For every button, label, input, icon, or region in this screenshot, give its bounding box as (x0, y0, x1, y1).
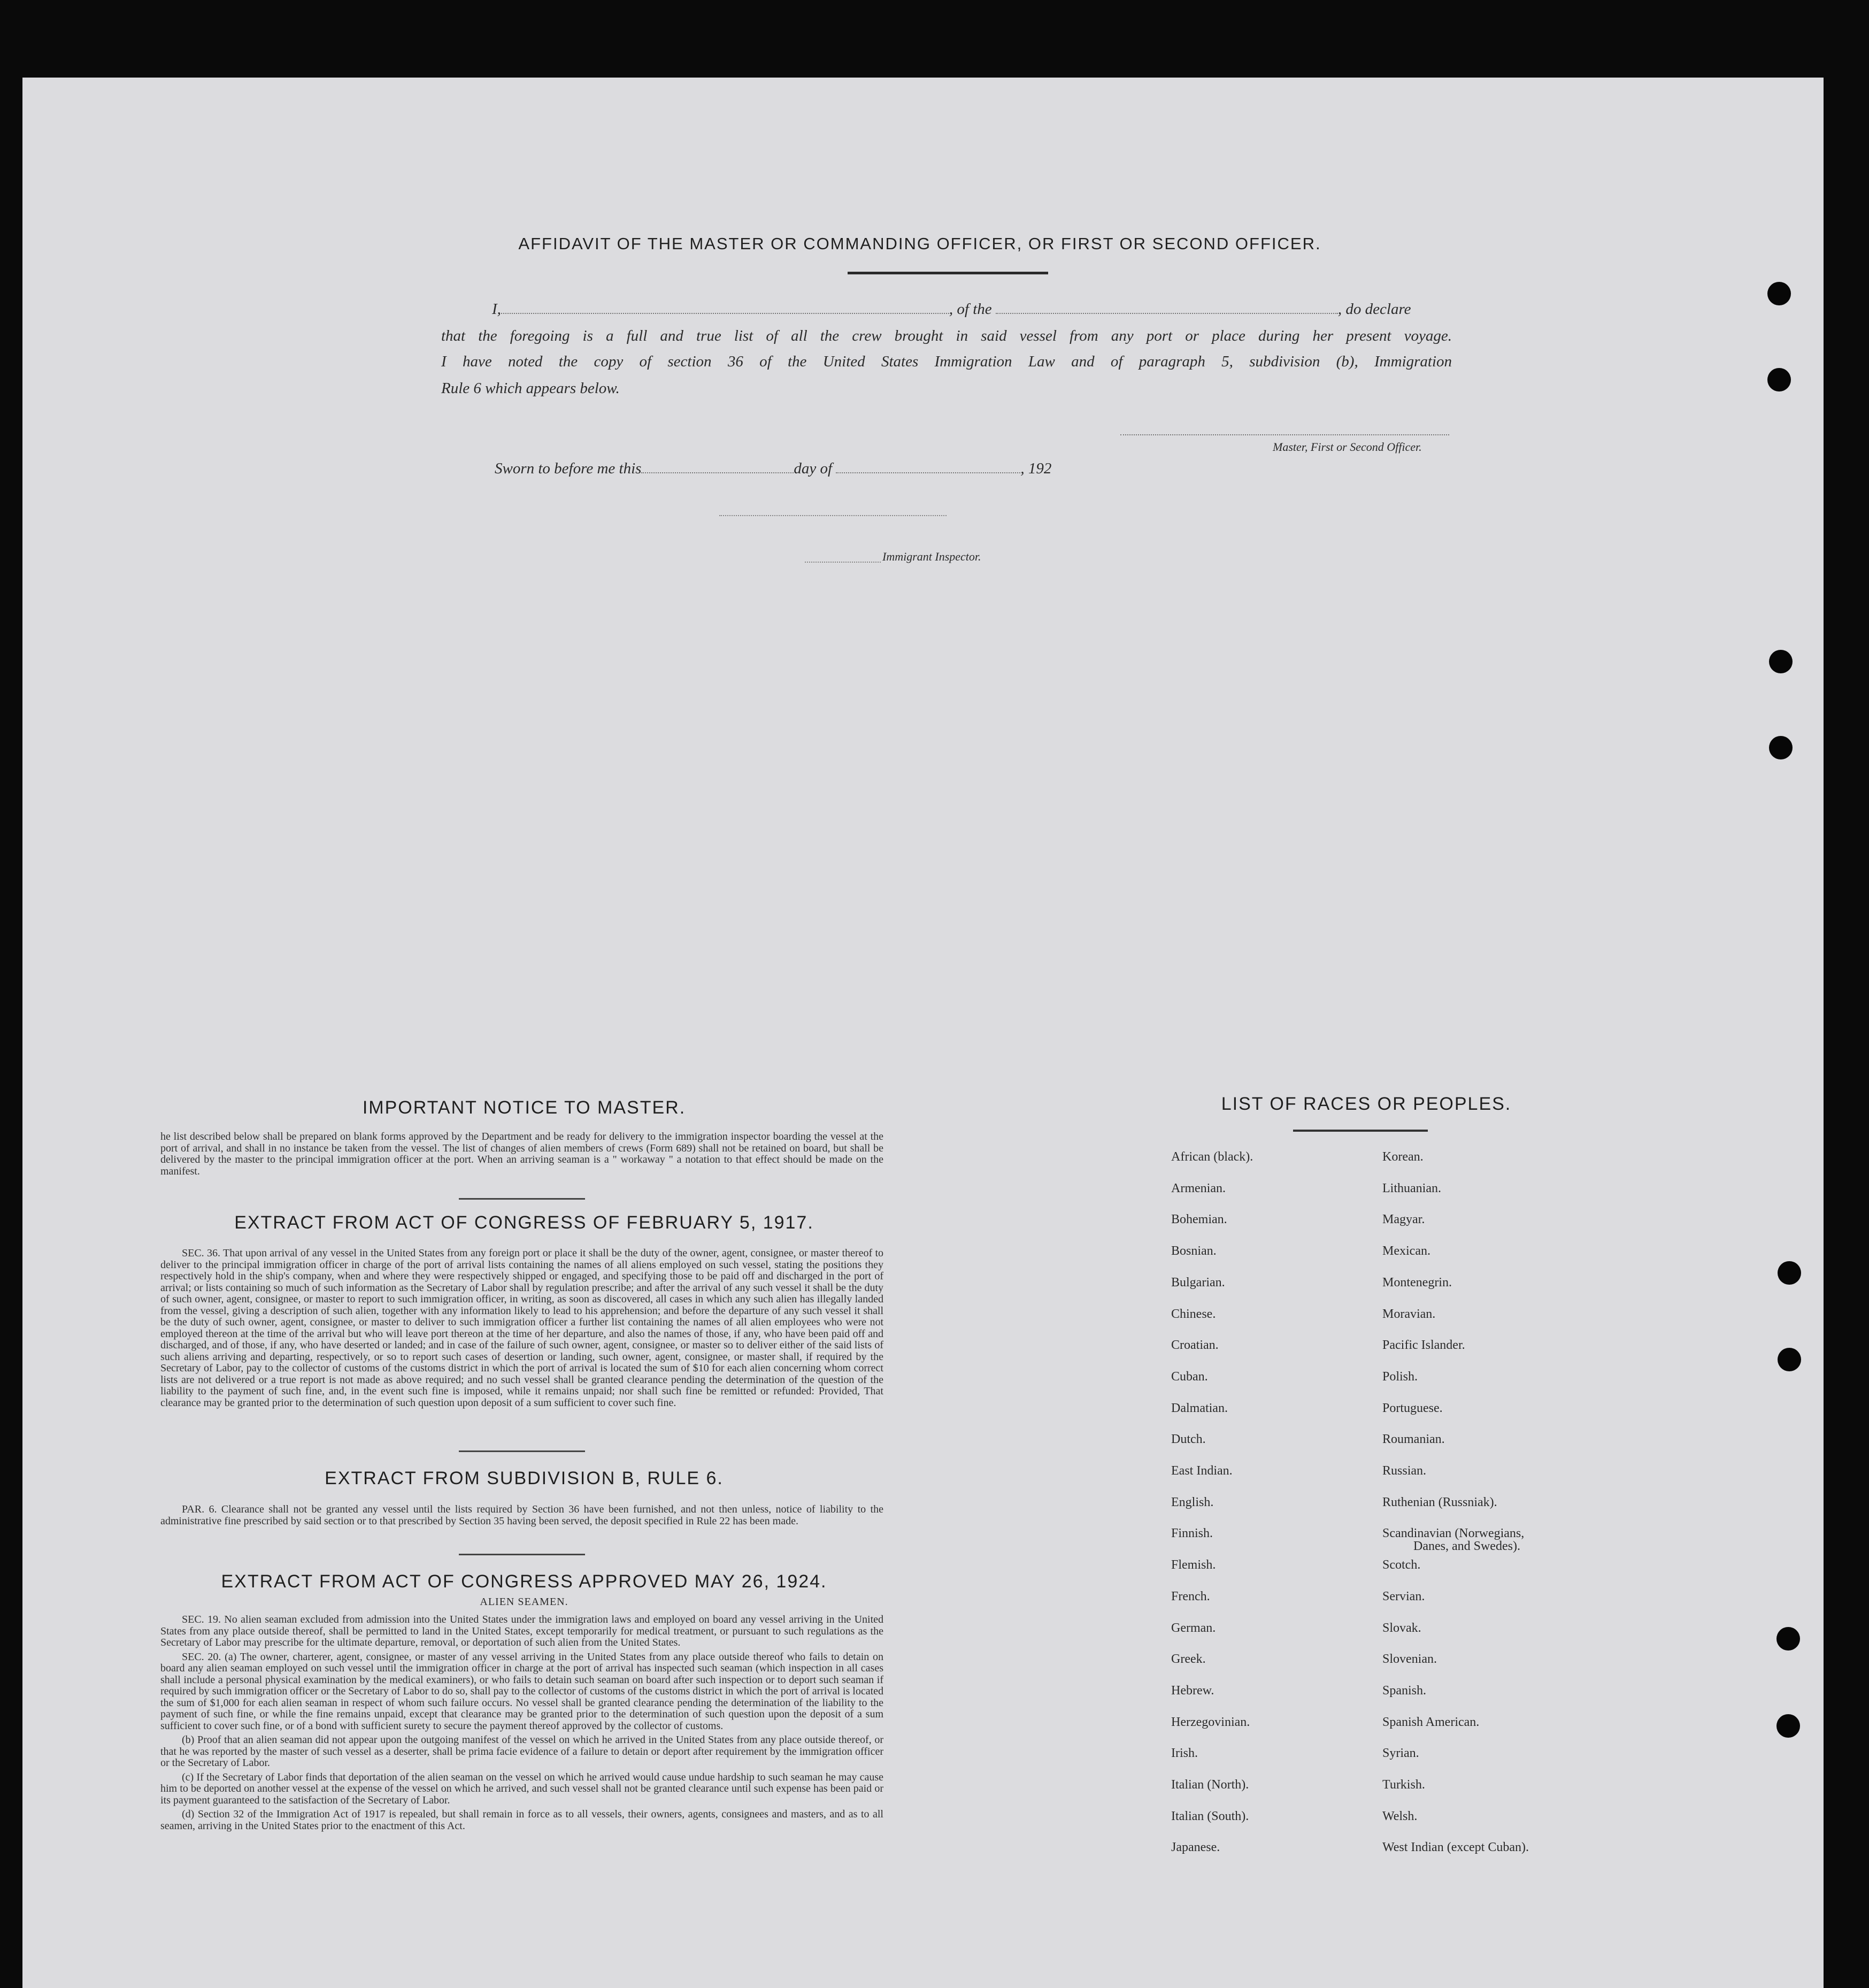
race-item: Scandinavian (Norwegians, (1382, 1526, 1525, 1541)
race-item: African (black). (1171, 1150, 1253, 1164)
sworn-day-of: day of (794, 460, 833, 477)
affidavit-line-4: Rule 6 which appears below. (441, 380, 620, 397)
sworn-line (495, 460, 1051, 478)
race-item: Polish. (1382, 1369, 1418, 1384)
extract-1917-title: EXTRACT FROM ACT OF CONGRESS OF FEBRUARY 5, 1917. (234, 1212, 814, 1233)
race-item: East Indian. (1171, 1464, 1233, 1478)
sworn-day-blank (641, 472, 794, 473)
punch-hole (1776, 1627, 1800, 1651)
title-rule (848, 272, 1048, 274)
races-title-rule (1293, 1130, 1428, 1132)
inspector-signature-line (719, 515, 947, 516)
sworn-year: , 192 (1020, 460, 1052, 477)
race-item: Magyar. (1382, 1212, 1425, 1227)
extract-1917-text (160, 1248, 883, 1409)
notice-text: he list described below shall be prepared on blank forms approved by the Department and be ready for delivery to the immigration inspector boarding the vessel at the port of arrival, and shall in no instance be taken from the vessel. The list of changes of alien members of crews (Form 689) shall not be retained on board, but shall be delivered by the master to the principal immigration officer at the port. When an arriving seaman is a " workaway " a notation to that effect should be made on the manifest. (160, 1131, 883, 1177)
race-item: English. (1171, 1495, 1214, 1509)
race-item: Armenian. (1171, 1181, 1226, 1195)
race-item: Mexican. (1382, 1244, 1430, 1258)
race-item: Flemish. (1171, 1558, 1216, 1572)
race-item: Syrian. (1382, 1746, 1419, 1761)
race-item: Servian. (1382, 1589, 1425, 1603)
section-19-text: SEC. 19. No alien seaman excluded from admission into the United States under the immigration laws and employed on board any vessel arriving in the United States from any place outside thereof, shall be permitted to land in the United States, except temporarily for medical treatment, or pursuant to such regulations as the Secretary of Labor may prescribe for the ultimate departure, removal, or deportation of such alien from the United States. (160, 1614, 883, 1648)
signature-line (1120, 434, 1449, 435)
affidavit-line-2: that the foregoing is a full and true list of all the crew brought in said vessel from any port or place during her present voyage. (441, 327, 1452, 344)
section-36-text: SEC. 36. That upon arrival of any vessel in the United States from any foreign port or place it shall be the duty of the owner, agent, consignee, or master thereof to deliver to the principal immigration officer in charge of the port of arrival lists containing the names of all aliens employed on such vessel, stating the positions they respectively hold in the ship's company, when and where they were respectively shipped or engaged, and specifying those to be paid off and discharged in the port of arrival; or lists containing so much of such information as the Secretary of Labor shall by regulation prescribe; and after the arrival of any such vessel it shall be the duty of such owner, agent, consignee, or master to report to such immigration officer, in writing, as soon as discovered, all cases in which any such alien has illegally landed from the vessel, giving a description of such alien, together with any information likely to lead to his apprehension; and before the departure of any such vessel it shall be the duty of such owner, agent, consignee, or master to deliver to such immigration officer a further list containing the names of all alien employees who were not employed thereon at the time of the arrival but who will leave port thereon at the time of her departure, and also the names of those, if any, who have been paid off and discharged, and of those, if any, who have deserted or landed; and in case of the failure of such owner, agent, consignee, or master so to deliver either of the said lists of such aliens arriving and departing, respectively, or so to report such cases of desertion or landing, such owner, agent, consignee, or master shall, if required by the Secretary of Labor, pay to the collector of customs of the customs district in which the port of arrival is located the sum of $10 for each alien concerning whom correct lists are not delivered or a true report is not made as above required; and no such vessel shall be granted clearance pending the determination of the question of the liability to the payment of such fine, and, in the event such fine is imposed, while it remains unpaid; nor shall such fine be remitted or refunded: Provided, That clearance may be granted prior to the determination of such question upon deposit of a sum sufficient to cover such fine. (160, 1247, 883, 1409)
race-item: Irish. (1171, 1746, 1198, 1761)
race-item: Welsh. (1382, 1809, 1418, 1823)
alien-seamen-subtitle: ALIEN SEAMEN. (480, 1596, 568, 1608)
race-item: Lithuanian. (1382, 1181, 1441, 1195)
signature-label: Master, First or Second Officer. (1273, 440, 1422, 454)
affidavit-of-the: , of the (949, 301, 992, 318)
sworn-prefix: Sworn to before me this (495, 460, 642, 477)
punch-hole (1776, 1714, 1800, 1738)
race-item: Spanish. (1382, 1683, 1427, 1698)
race-item: Slovenian. (1382, 1652, 1437, 1667)
races-left-column (1171, 1150, 1374, 1867)
race-item: Dalmatian. (1171, 1401, 1228, 1415)
race-item: German. (1171, 1621, 1216, 1635)
name-blank (501, 312, 949, 314)
punch-hole (1778, 1348, 1801, 1371)
section-20d-text: (d) Section 32 of the Immigration Act of 1917 is repealed, but shall remain in force as to all vessels, their owners, agents, consignees and masters, and as to all seamen, arriving in the United States prior to the enactment of this Act. (160, 1808, 883, 1832)
punch-hole (1769, 736, 1793, 759)
race-item: Portuguese. (1382, 1401, 1443, 1415)
affidavit-line-3: I have noted the copy of section 36 of the United States Immigration Law and of paragraph 5, subdivision (b), Immigration (441, 353, 1452, 370)
section-20b-text: (b) Proof that an alien seaman did not appear upon the outgoing manifest of the vessel on which he arrived in the United States from any place outside thereof, or that he was reported by the master of such vessel as a deserter, shall be prima facie evidence of a failure to detain or deport after requirement by the immigration officer or the Secretary of Labor. (160, 1734, 883, 1769)
sworn-month-blank (836, 472, 1020, 473)
race-item: Russian. (1382, 1464, 1427, 1478)
affidavit-line-1 (441, 301, 1452, 318)
race-item-continuation: Danes, and Swedes). (1413, 1539, 1520, 1554)
vessel-blank (996, 312, 1338, 314)
punch-hole (1767, 368, 1791, 392)
affidavit-i: I, (492, 301, 501, 318)
extract-1924-text (160, 1614, 883, 1832)
punch-hole (1778, 1261, 1801, 1285)
race-item: Ruthenian (Russniak). (1382, 1495, 1497, 1509)
race-item: Hebrew. (1171, 1683, 1214, 1698)
race-item: Slovak. (1382, 1621, 1421, 1635)
paragraph-6-text: PAR. 6. Clearance shall not be granted any vessel until the lists required by Section 36 have been furnished, and not then unless, notice of liability to the administrative fine prescribed by said section or to that prescribed by Section 35 having been served, the deposit specified in Rule 22 has been made. (160, 1503, 883, 1527)
race-item: Korean. (1382, 1150, 1424, 1164)
notice-rule (459, 1198, 585, 1200)
affidavit-declare: , do declare (1337, 301, 1411, 318)
section-20c-text: (c) If the Secretary of Labor finds that deportation of the alien seaman on the vessel on which he arrived would cause undue hardship to such seaman he may cause him to be deported on another vessel at the expense of the vessel on which he arrived, and such vessel shall not be granted clearance until such expense has been paid or its payment guaranteed to the satisfaction of the Secretary of Labor. (160, 1771, 883, 1806)
race-item: Herzegovinian. (1171, 1715, 1250, 1729)
race-item: Bohemian. (1171, 1212, 1227, 1227)
race-item: Roumanian. (1382, 1432, 1445, 1447)
extract-1924-title: EXTRACT FROM ACT OF CONGRESS APPROVED MAY 26, 1924. (221, 1571, 827, 1592)
race-item: Cuban. (1171, 1369, 1208, 1384)
races-right-column (1382, 1150, 1682, 1867)
rule-6-text (160, 1504, 883, 1527)
race-item: Moravian. (1382, 1307, 1436, 1321)
section-20a-text: SEC. 20. (a) The owner, charterer, agent, consignee, or master of any vessel arriving in the United States from any place outside thereof who fails to detain on board any alien seaman employed on such vessel until the immigration officer in charge at the port of arrival has inspected such seaman (which inspection in all cases shall include a personal physical examination by the medical examiners), or who fails to detain such seaman on board after such inspection or to deport such seaman if required by such immigration officer or the Secretary of Labor to do so, shall pay to the collector of customs of the customs district in which the port of arrival is located the sum of $1,000 for each alien seaman in respect of whom such failure occurs. No vessel shall be granted clearance pending the determination of the liability to the payment of such fine, or while the fine remains unpaid, except that clearance may be granted prior to the determination of such question upon the deposit of a sum sufficient to cover such fine, or of a bond with sufficient surety to secure the payment thereof approved by the collector of customs. (160, 1651, 883, 1732)
rule-6-title: EXTRACT FROM SUBDIVISION B, RULE 6. (325, 1468, 724, 1488)
race-item: Montenegrin. (1382, 1275, 1452, 1289)
race-item: Greek. (1171, 1652, 1206, 1667)
race-item: West Indian (except Cuban). (1382, 1840, 1529, 1855)
race-item: Italian (South). (1171, 1809, 1249, 1823)
race-item: Croatian. (1171, 1338, 1219, 1353)
extract-1917-rule (459, 1450, 585, 1452)
rule-6-rule (459, 1554, 585, 1555)
race-item: Bosnian. (1171, 1244, 1217, 1258)
race-item: Japanese. (1171, 1840, 1220, 1855)
race-item: Pacific Islander. (1382, 1338, 1465, 1353)
punch-hole (1769, 650, 1793, 673)
race-item: Finnish. (1171, 1526, 1213, 1541)
notice-title: IMPORTANT NOTICE TO MASTER. (362, 1097, 686, 1118)
inspector-label: Immigrant Inspector. (882, 550, 981, 563)
race-item: Bulgarian. (1171, 1275, 1225, 1289)
race-item: Dutch. (1171, 1432, 1206, 1447)
race-item: French. (1171, 1589, 1210, 1603)
races-title: LIST OF RACES OR PEOPLES. (1221, 1094, 1512, 1114)
race-item: Chinese. (1171, 1307, 1216, 1321)
race-item: Turkish. (1382, 1778, 1425, 1792)
inspector-label-leader (805, 562, 881, 563)
affidavit-title: AFFIDAVIT OF THE MASTER OR COMMANDING OFFICER, OR FIRST OR SECOND OFFICER. (518, 234, 1321, 253)
race-item: Spanish American. (1382, 1715, 1480, 1729)
race-item: Scotch. (1382, 1558, 1421, 1572)
race-item: Italian (North). (1171, 1778, 1249, 1792)
punch-hole (1767, 282, 1791, 305)
